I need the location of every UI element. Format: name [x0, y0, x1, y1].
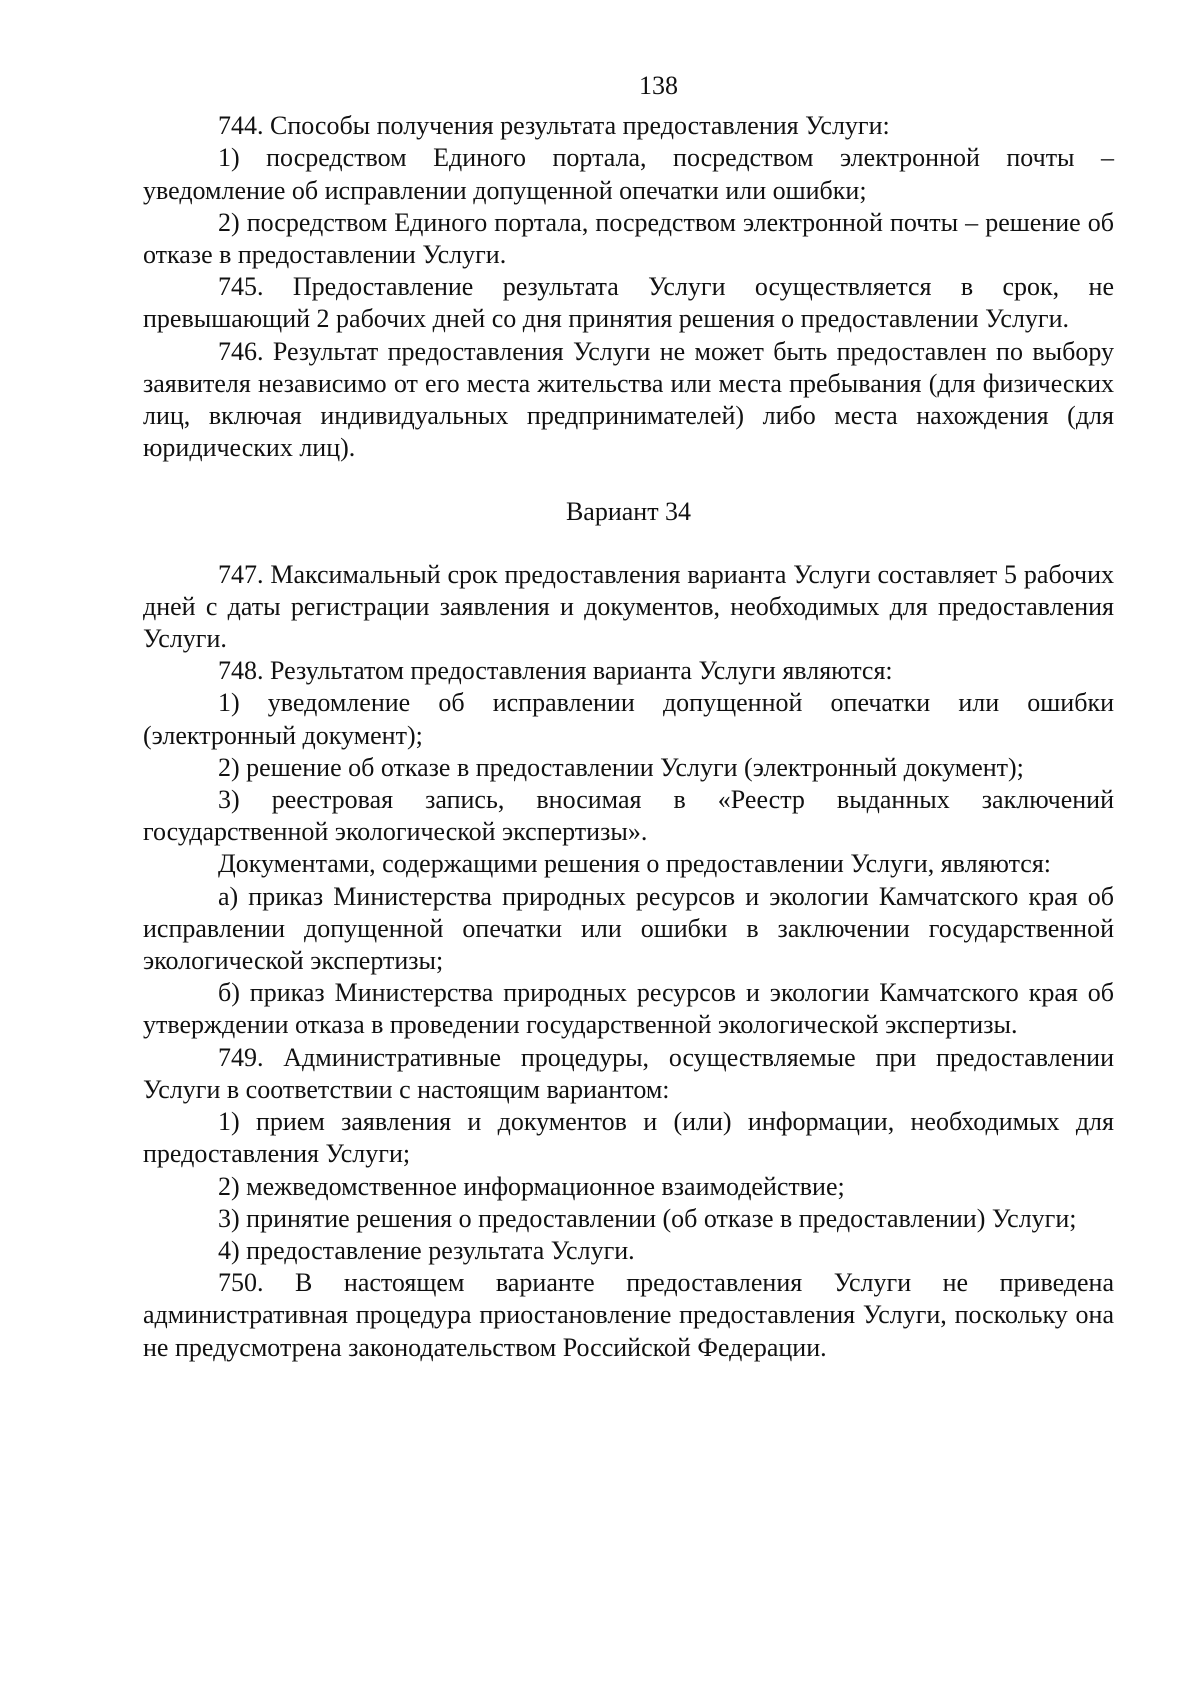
paragraph-748-item-1: 1) уведомление об исправлении допущенной опечатки или ошибки (электронный документ);: [143, 688, 1114, 750]
paragraph-747: 747. Максимальный срок предоставления варианта Услуги составляет 5 рабочих дней с даты регистрации заявления и документов, необходимых для предоставления Услуги.: [143, 559, 1114, 654]
paragraph-744-item-2: 2) посредством Единого портала, посредством электронной почты – решение об отказе в предоставлении Услуги.: [143, 207, 1114, 270]
paragraph-documents-item-a: а) приказ Министерства природных ресурсов и экологии Камчатского края об исправлении допущенной опечатки или ошибки в заключении государственной экологической экспертизы;: [143, 881, 1114, 976]
paragraph-746: 746. Результат предоставления Услуги не может быть предоставлен по выбору заявителя независимо от его места жительства или места пребывания (для физических лиц, включая индивидуальных предпринимателей) либо места нахождения (для юридических лиц).: [143, 336, 1114, 463]
paragraph-749-item-1: 1) прием заявления и документов и (или) информации, необходимых для предоставления Услуги;: [143, 1107, 1114, 1169]
page-number: 138: [639, 71, 678, 100]
paragraph-745: 745. Предоставление результата Услуги осуществляется в срок, не превышающий 2 рабочих дней со дня принятия решения о предоставлении Услуги.: [143, 272, 1114, 334]
paragraph-749-item-3: 3) принятие решения о предоставлении (об отказе в предоставлении) Услуги;: [218, 1203, 1077, 1233]
section-heading: Вариант 34: [565, 497, 692, 527]
paragraph-749-item-2: 2) межведомственное информационное взаимодействие;: [218, 1171, 845, 1201]
paragraph-documents-item-b: б) приказ Министерства природных ресурсов и экологии Камчатского края об утверждении отказа в проведении государственной экологической экспертизы.: [143, 978, 1114, 1040]
paragraph-documents: Документами, содержащими решения о предоставлении Услуги, являются:: [218, 849, 1052, 879]
paragraph-749-item-4: 4) предоставление результата Услуги.: [218, 1235, 635, 1265]
paragraph-748-item-2: 2) решение об отказе в предоставлении Услуги (электронный документ);: [218, 752, 1024, 782]
paragraph-750: 750. В настоящем варианте предоставления Услуги не приведена административная процедура приостановление предоставления Услуги, поскольку она не предусмотрена законодательством Российской Федерации.: [143, 1268, 1114, 1362]
paragraph-748: 748. Результатом предоставления варианта Услуги являются:: [218, 656, 893, 686]
paragraph-744: 744. Способы получения результата предоставления Услуги:: [218, 111, 890, 141]
paragraph-744-item-1: 1) посредством Единого портала, посредством электронной почты – уведомление об исправлении допущенной опечатки или ошибки;: [143, 143, 1114, 205]
paragraph-748-item-3: 3) реестровая запись, вносимая в «Реестр выданных заключений государственной экологической экспертизы».: [143, 785, 1114, 847]
paragraph-749: 749. Административные процедуры, осуществляемые при предоставлении Услуги в соответствии с настоящим вариантом:: [143, 1042, 1114, 1104]
